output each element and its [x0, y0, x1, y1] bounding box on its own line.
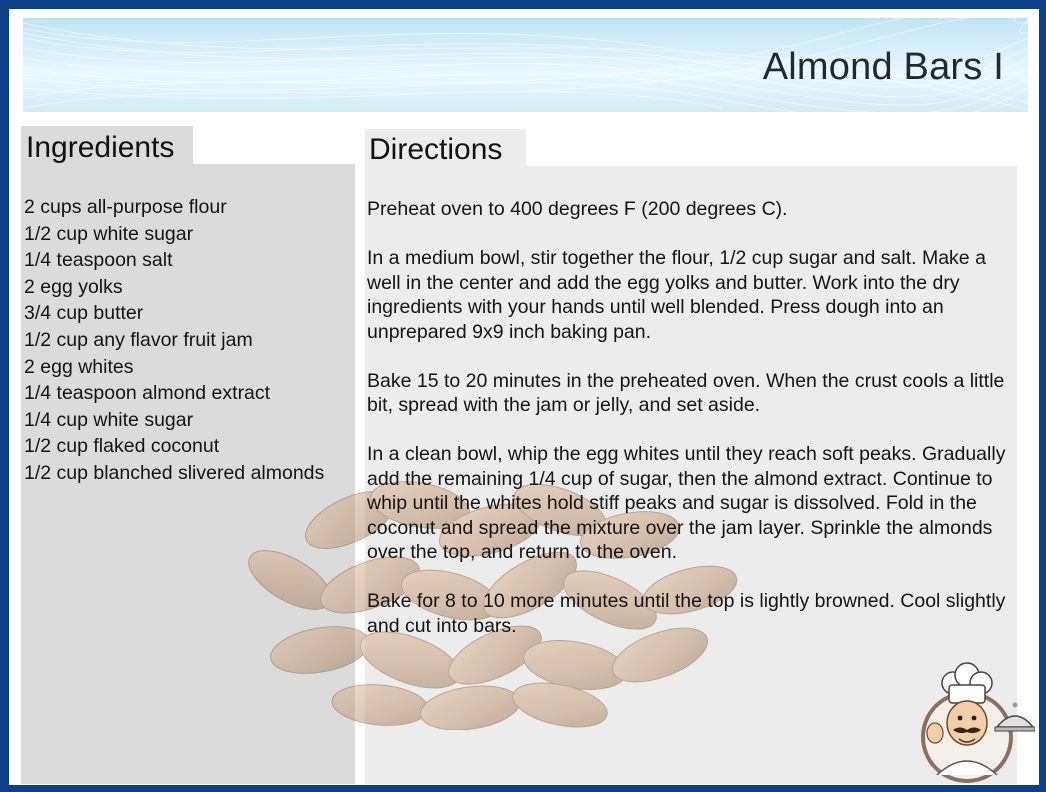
directions-heading: Directions [369, 133, 503, 166]
direction-step: Bake 15 to 20 minutes in the preheated oven. When the crust cools a little bit, spread with the jam or jelly, and set aside. [367, 369, 1005, 416]
ingredient-item: 1/2 cup white sugar [24, 222, 194, 245]
ingredient-item: 3/4 cup butter [24, 302, 144, 325]
directions-text [367, 197, 1017, 663]
ingredient-item: 1/4 cup white sugar [24, 408, 194, 431]
direction-step: In a medium bowl, stir together the flour, 1/2 cup sugar and salt. Make a well in the center and add the egg yolks and butter. Work into the dry ingredients with your hands until well blended. Press dough into an unprepared 9x9 inch baking pan. [367, 247, 986, 343]
ingredient-item: 1/2 cup any flavor fruit jam [24, 328, 253, 351]
ingredient-item: 1/4 teaspoon almond extract [24, 382, 271, 405]
ingredient-item: 1/2 cup blanched slivered almonds [24, 461, 325, 484]
ingredient-item: 2 egg yolks [24, 275, 123, 298]
ingredient-item: 1/4 teaspoon salt [24, 249, 173, 272]
direction-step: Preheat oven to 400 degrees F (200 degrees C). [367, 198, 788, 220]
ingredient-item: 2 cups all-purpose flour [24, 196, 227, 218]
title-banner [23, 18, 1028, 112]
ingredient-item: 1/2 cup flaked coconut [24, 435, 220, 458]
recipe-title: Almond Bars I [762, 46, 1004, 88]
direction-step: In a clean bowl, whip the egg whites until they reach soft peaks. Gradually add the remaining 1/4 cup of sugar, then the almond extract. Continue to whip until the whites hold stiff peaks and sugar is dissolved. Fold in the coconut and spread the mixture over the jam layer. Sprinkle the almonds over the top, and return to the oven. [367, 443, 1006, 563]
recipe-card [9, 9, 1039, 785]
ingredient-item: 2 egg whites [24, 355, 134, 378]
chef-logo [905, 655, 1035, 785]
ingredients-heading: Ingredients [26, 131, 175, 164]
ingredients-list [24, 194, 342, 487]
direction-step: Bake for 8 to 10 more minutes until the top is lightly browned. Cool slightly and cut into bars. [367, 590, 1006, 637]
